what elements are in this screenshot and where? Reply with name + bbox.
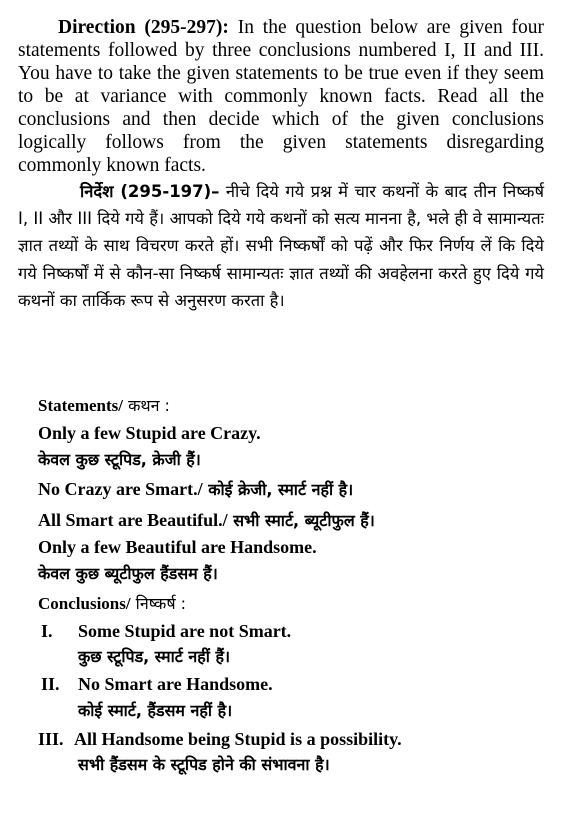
statement-2-english: No Crazy are Smart./ bbox=[38, 479, 203, 499]
conclusion-2-english: No Smart are Handsome. bbox=[78, 674, 273, 694]
direction-hindi-lead: निर्देश (295-197)– bbox=[80, 182, 220, 201]
statement-4-hindi: केवल कुछ ब्यूटीफुल हैंडसम हैं। bbox=[38, 564, 218, 583]
statement-3-hindi: सभी स्मार्ट, ब्यूटीफुल हैं। bbox=[227, 511, 375, 530]
conclusion-2-number: II. bbox=[41, 674, 60, 694]
conclusion-2-hindi: कोई स्मार्ट, हैंडसम नहीं है। bbox=[78, 701, 233, 720]
statement-2-hindi: कोई क्रेजी, स्मार्ट नहीं है। bbox=[202, 480, 354, 499]
conclusion-1-hindi: कुछ स्टूपिड, स्मार्ट नहीं हैं। bbox=[78, 647, 231, 666]
direction-hindi-body: नीचे दिये गये प्रश्न में चार कथनों के बाद तीन निष्कर्ष I, II और III दिये गये हैं। आपको दिये गये कथनों को सत्य मानना है, भले ही वे सामान्यतः ज्ञात तथ्यों के साथ विचरण करते हों। सभी निष्कर्षों को पढ़ें और फिर निर्णय लें कि दिये गये निष्कर्षों में से कौन-सा निष्कर्ष सामान्यतः ज्ञात तथ्यों की अवहेलना करते हुए दिये गये कथनों का तार्किक रूप से अनुसरण करता है। bbox=[18, 182, 544, 310]
conclusion-3-hindi: सभी हैंडसम के स्टूपिड होने की संभावना है। bbox=[78, 755, 330, 774]
direction-english-paragraph bbox=[18, 16, 544, 177]
statements-heading: Statements/ कथन : bbox=[38, 396, 170, 415]
conclusion-1-english: Some Stupid are not Smart. bbox=[78, 621, 292, 641]
statement-3 bbox=[38, 509, 375, 531]
statement-1-english: Only a few Stupid are Crazy. bbox=[38, 423, 261, 443]
conclusions-heading: Conclusions/ निष्कर्ष : bbox=[38, 594, 187, 613]
direction-hindi-paragraph bbox=[18, 178, 544, 314]
conclusion-3-english: All Handsome being Stupid is a possibility. bbox=[74, 729, 402, 749]
statement-2 bbox=[38, 478, 353, 500]
conclusion-3-number: III. bbox=[38, 729, 64, 749]
statement-4-english: Only a few Beautiful are Handsome. bbox=[38, 537, 317, 557]
direction-english-body: In the question below are given four statements followed by three conclusions numbered I, II and III. You have to take the given statements to be true even if they seem to be at variance with commonly known facts. Read all the conclusions and then decide which of the given conclusions logically follows from the given statements disregarding commonly known facts. bbox=[18, 17, 544, 176]
statement-1-hindi: केवल कुछ स्टूपिड, क्रेजी हैं। bbox=[38, 450, 201, 469]
conclusion-1-number: I. bbox=[41, 621, 53, 641]
statement-3-english: All Smart are Beautiful./ bbox=[38, 510, 228, 530]
direction-english-lead: Direction (295-297): bbox=[58, 17, 229, 38]
